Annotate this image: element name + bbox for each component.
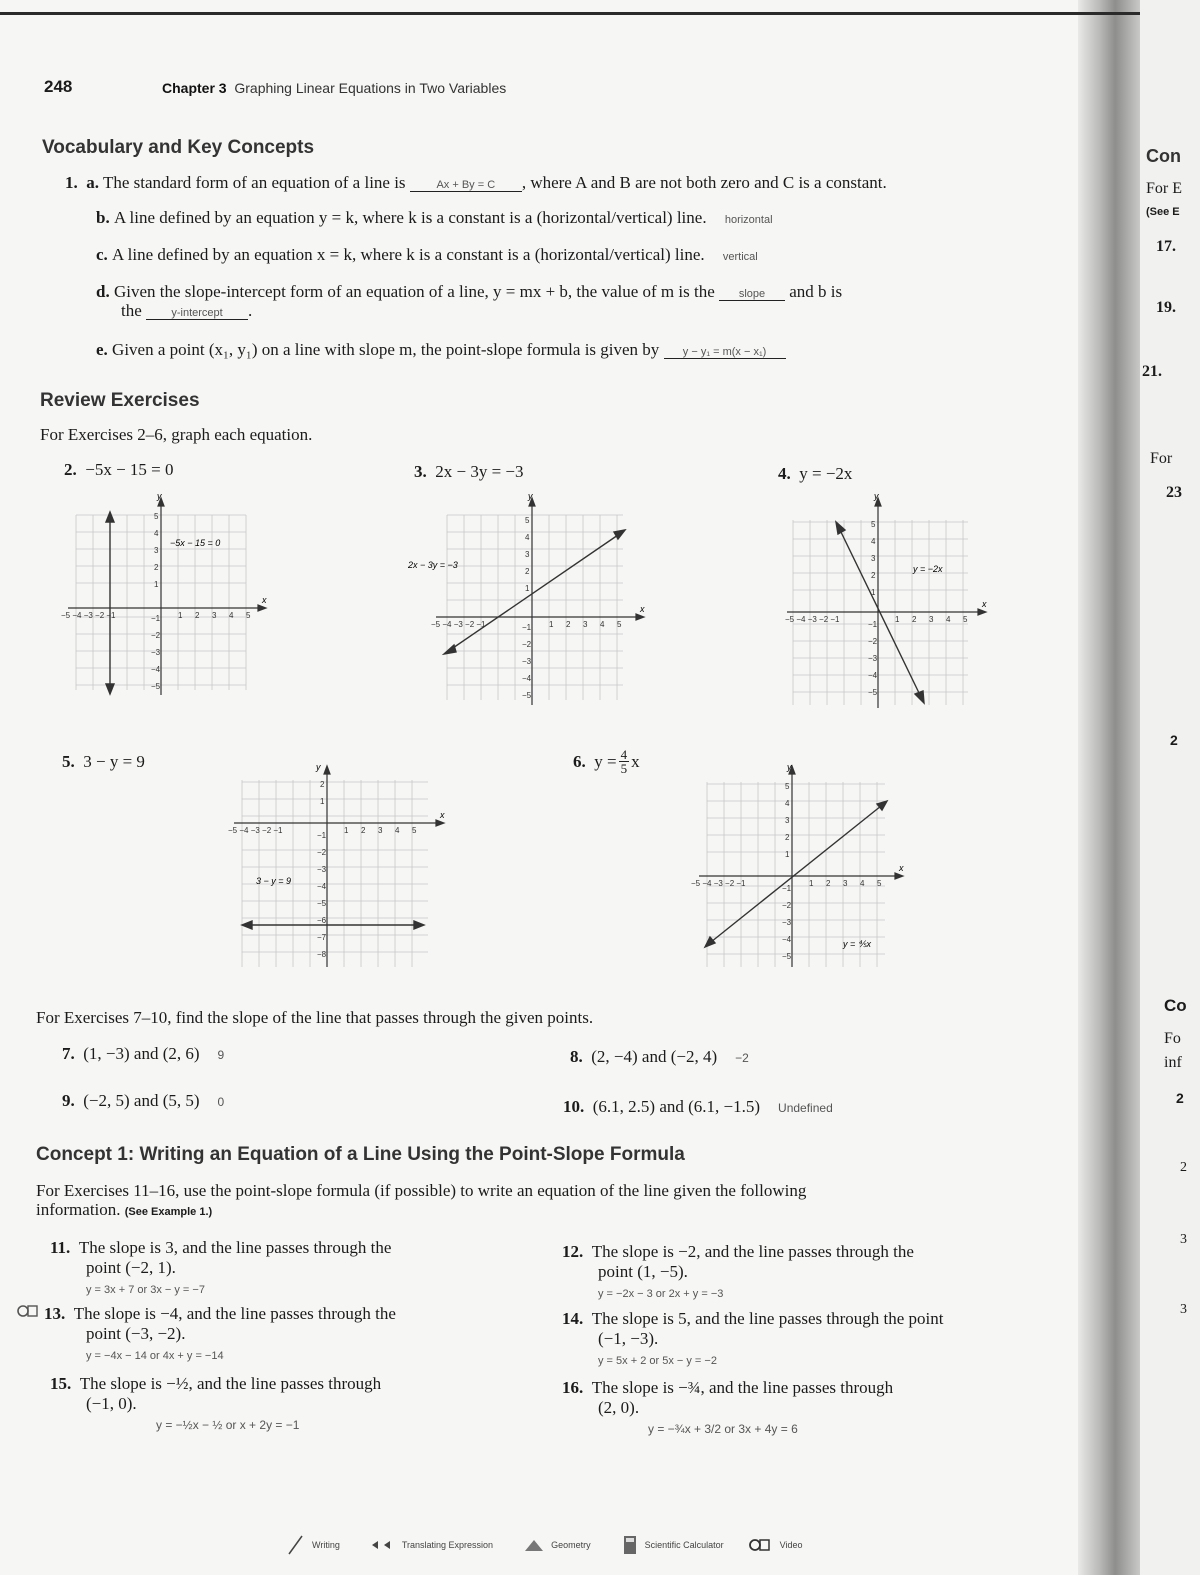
- vocab-item-d: d. Given the slope-intercept form of an equation of a line, y = mx + b, the value of m is the slope and b is: [96, 282, 843, 301]
- svg-text:−4: −4: [868, 671, 878, 680]
- ex3-equation: 3. 2x − 3y = −3: [414, 462, 524, 481]
- svg-text:5: 5: [525, 516, 530, 525]
- svg-text:−5: −5: [782, 952, 792, 961]
- axes: [68, 498, 266, 695]
- graph-equation-label: −5x − 15 = 0: [170, 538, 221, 548]
- video-icon: [16, 1302, 42, 1320]
- graph-ex5: [228, 762, 458, 972]
- vocab-item-c: c. A line defined by an equation x = k, where k is a constant is a (horizontal/vertical) line. vertical: [96, 245, 758, 264]
- graph-equation-label: 3 − y = 9: [256, 876, 292, 886]
- svg-text:4: 4: [229, 611, 234, 620]
- x-axis-label: x: [640, 604, 645, 614]
- svg-text:3: 3: [785, 816, 790, 825]
- svg-text:3: 3: [154, 546, 159, 555]
- svg-text:2: 2: [195, 611, 200, 620]
- ex4-equation: 4. y = −2x: [778, 464, 853, 483]
- svg-text:4: 4: [600, 620, 605, 629]
- svg-text:1: 1: [871, 588, 876, 597]
- y-axis-label: y: [787, 762, 792, 772]
- svg-text:−4: −4: [782, 935, 792, 944]
- x-axis-label: x: [440, 810, 445, 820]
- svg-text:5: 5: [963, 615, 968, 624]
- graph-line: [106, 512, 114, 694]
- slope-instruction: For Exercises 7–10, find the slope of the line that passes through the given points.: [36, 1008, 594, 1027]
- axes: [436, 498, 644, 705]
- grid: [447, 515, 623, 700]
- graph-line: [444, 530, 625, 654]
- book-gutter: [1078, 0, 1140, 1575]
- svg-text:−5 −4 −3 −2 −1: −5 −4 −3 −2 −1: [61, 611, 116, 620]
- svg-text:−2: −2: [782, 901, 792, 910]
- svg-text:4: 4: [785, 799, 790, 808]
- graph-ex3: [408, 490, 653, 715]
- ex11: 11. The slope is 3, and the line passes through the point (−2, 1). y = 3x + 7 or 3x − y = −7: [50, 1238, 392, 1296]
- svg-text:4: 4: [395, 826, 400, 835]
- translating-icon: [370, 1539, 396, 1551]
- svg-text:2: 2: [566, 620, 571, 629]
- svg-text:−1: −1: [317, 831, 327, 840]
- svg-text:−1: −1: [782, 884, 792, 893]
- svg-text:4: 4: [871, 537, 876, 546]
- y-axis-label: y: [874, 491, 879, 501]
- svg-text:3: 3: [929, 615, 934, 624]
- svg-text:−3: −3: [868, 654, 878, 663]
- ex2-equation: 2. −5x − 15 = 0: [64, 460, 174, 479]
- svg-text:2: 2: [525, 567, 530, 576]
- ex5-equation: 5. 3 − y = 9: [62, 752, 145, 771]
- ex12: 12. The slope is −2, and the line passes through the point (1, −5). y = −2x − 3 or 2x + y = −3: [562, 1242, 914, 1300]
- svg-text:−4: −4: [317, 882, 327, 891]
- ex9: 9. (−2, 5) and (5, 5) 0: [62, 1091, 225, 1110]
- svg-text:−8: −8: [317, 950, 327, 959]
- axes: [234, 766, 444, 967]
- svg-text:3: 3: [871, 554, 876, 563]
- svg-text:1: 1: [525, 584, 530, 593]
- graph-ex2: [60, 490, 285, 705]
- svg-text:2: 2: [154, 563, 159, 572]
- next-page-fragment: Con For E (See E 17. 19. 21. For 23 2 Co Fo inf 2 2 3 3: [1140, 0, 1200, 1575]
- concept-heading: Concept 1: Writing an Equation of a Line Using the Point-Slope Formula: [36, 1144, 685, 1165]
- graph-ex4: [785, 490, 1000, 715]
- review-heading: Review Exercises: [40, 390, 200, 411]
- svg-text:3: 3: [583, 620, 588, 629]
- tick-labels: [785, 520, 968, 697]
- ex15: 15. The slope is −½, and the line passes through (−1, 0). y = −½x − ½ or x + 2y = −1: [50, 1374, 382, 1432]
- svg-text:−4: −4: [151, 665, 161, 674]
- footer-legend: Writing Translating Expression Geometry Scientific Calculator Video: [286, 1534, 802, 1556]
- vocab-heading: Vocabulary and Key Concepts: [42, 137, 315, 158]
- page-number: 248: [44, 77, 73, 96]
- ex6-equation: 6. y = $\frac{4}{5}$ x: [573, 747, 640, 776]
- grid: [242, 780, 428, 967]
- svg-text:−1: −1: [151, 614, 161, 623]
- x-axis-label: x: [262, 595, 267, 605]
- x-axis-label: x: [899, 863, 904, 873]
- ex13: 13. The slope is −4, and the line passes through the point (−3, −2). y = −4x − 14 or 4x + y = −14: [44, 1304, 396, 1362]
- graph-equation-label: 2x − 3y = −3: [408, 560, 458, 570]
- svg-text:−3: −3: [782, 918, 792, 927]
- svg-text:−2: −2: [522, 640, 532, 649]
- svg-text:−5 −4 −3 −2 −1: −5 −4 −3 −2 −1: [785, 615, 840, 624]
- svg-text:−7: −7: [317, 933, 327, 942]
- svg-text:1: 1: [809, 879, 814, 888]
- svg-text:1: 1: [154, 580, 159, 589]
- y-axis-label: y: [157, 491, 162, 501]
- svg-text:−2: −2: [151, 631, 161, 640]
- svg-text:1: 1: [320, 797, 325, 806]
- ex14: 14. The slope is 5, and the line passes through the point (−1, −3). y = 5x + 2 or 5x − y = −2: [562, 1309, 944, 1367]
- svg-text:2: 2: [361, 826, 366, 835]
- chapter-header: Chapter 3 Graphing Linear Equations in Two Variables: [162, 80, 507, 96]
- svg-text:−1: −1: [522, 623, 532, 632]
- svg-text:1: 1: [895, 615, 900, 624]
- svg-text:2: 2: [871, 571, 876, 580]
- svg-text:−5 −4 −3 −2 −1: −5 −4 −3 −2 −1: [431, 620, 486, 629]
- vocab-item-d-cont: the y-intercept .: [121, 301, 253, 320]
- svg-text:3: 3: [378, 826, 383, 835]
- svg-text:4: 4: [154, 529, 159, 538]
- writing-icon: [286, 1534, 306, 1556]
- svg-text:2: 2: [912, 615, 917, 624]
- svg-text:−3: −3: [151, 648, 161, 657]
- svg-text:−5 −4 −3 −2 −1: −5 −4 −3 −2 −1: [228, 826, 283, 835]
- tick-labels: [691, 782, 882, 961]
- svg-text:2: 2: [785, 833, 790, 842]
- svg-text:1: 1: [785, 850, 790, 859]
- svg-text:−6: −6: [317, 916, 327, 925]
- calculator-icon: [621, 1534, 639, 1556]
- answer-blank: Ax + By = C: [410, 179, 522, 192]
- svg-text:−5: −5: [522, 691, 532, 700]
- svg-text:−3: −3: [522, 657, 532, 666]
- x-axis-label: x: [982, 599, 987, 609]
- svg-text:3: 3: [525, 550, 530, 559]
- svg-text:−5 −4 −3 −2 −1: −5 −4 −3 −2 −1: [691, 879, 746, 888]
- svg-text:1: 1: [549, 620, 554, 629]
- vocab-item-a: 1. a. The standard form of an equation of a line is Ax + By = C , where A and B are not both zero and C is a constant.: [65, 173, 887, 192]
- concept-instruction-line2: information. (See Example 1.): [36, 1200, 213, 1219]
- graph-equation-label: y = ⅘x: [843, 939, 871, 949]
- svg-text:−5: −5: [151, 682, 161, 691]
- tick-labels: [431, 516, 622, 700]
- axes: [787, 498, 986, 708]
- svg-text:2: 2: [320, 780, 325, 789]
- svg-text:2: 2: [826, 879, 831, 888]
- tick-labels: [61, 512, 251, 691]
- svg-text:5: 5: [412, 826, 417, 835]
- svg-text:−4: −4: [522, 674, 532, 683]
- svg-text:1: 1: [178, 611, 183, 620]
- svg-text:5: 5: [871, 520, 876, 529]
- svg-text:3: 3: [212, 611, 217, 620]
- svg-text:4: 4: [860, 879, 865, 888]
- vocab-item-e: e. Given a point (x₁, y₁) on a line with slope m, the point-slope formula is given by y − y₁ = m(x − x₁): [96, 340, 786, 360]
- svg-text:5: 5: [877, 879, 882, 888]
- svg-text:4: 4: [525, 533, 530, 542]
- geometry-icon: [523, 1537, 545, 1553]
- svg-text:−2: −2: [317, 848, 327, 857]
- svg-text:3: 3: [843, 879, 848, 888]
- video-icon: [748, 1536, 774, 1554]
- svg-text:−3: −3: [317, 865, 327, 874]
- svg-text:−2: −2: [868, 637, 878, 646]
- ex7: 7. (1, −3) and (2, 6) 9: [62, 1044, 225, 1063]
- svg-text:1: 1: [344, 826, 349, 835]
- svg-text:5: 5: [154, 512, 159, 521]
- review-instruction: For Exercises 2–6, graph each equation.: [40, 425, 313, 444]
- graph-ex6: [691, 762, 915, 977]
- svg-text:−1: −1: [868, 620, 878, 629]
- ex16: 16. The slope is −¾, and the line passes through (2, 0). y = −¾x + 3/2 or 3x + 4y = 6: [562, 1378, 894, 1436]
- concept-instruction-line1: For Exercises 11–16, use the point-slope formula (if possible) to write an equation of the line given the following: [36, 1181, 807, 1200]
- vocab-item-b: b. A line defined by an equation y = k, where k is a constant is a (horizontal/vertical) line. horizontal: [96, 208, 773, 227]
- graph-line: [242, 921, 424, 929]
- svg-text:5: 5: [246, 611, 251, 620]
- tick-labels: [228, 780, 417, 959]
- graph-equation-label: y = −2x: [913, 564, 943, 574]
- svg-text:−5: −5: [317, 899, 327, 908]
- svg-text:5: 5: [785, 782, 790, 791]
- svg-text:5: 5: [617, 620, 622, 629]
- svg-text:4: 4: [946, 615, 951, 624]
- top-rule: [0, 12, 1200, 15]
- y-axis-label: y: [528, 491, 533, 501]
- ex10: 10. (6.1, 2.5) and (6.1, −1.5) Undefined: [563, 1097, 833, 1116]
- ex8: 8. (2, −4) and (−2, 4) −2: [570, 1047, 749, 1066]
- svg-text:−5: −5: [868, 688, 878, 697]
- y-axis-label: y: [316, 762, 321, 772]
